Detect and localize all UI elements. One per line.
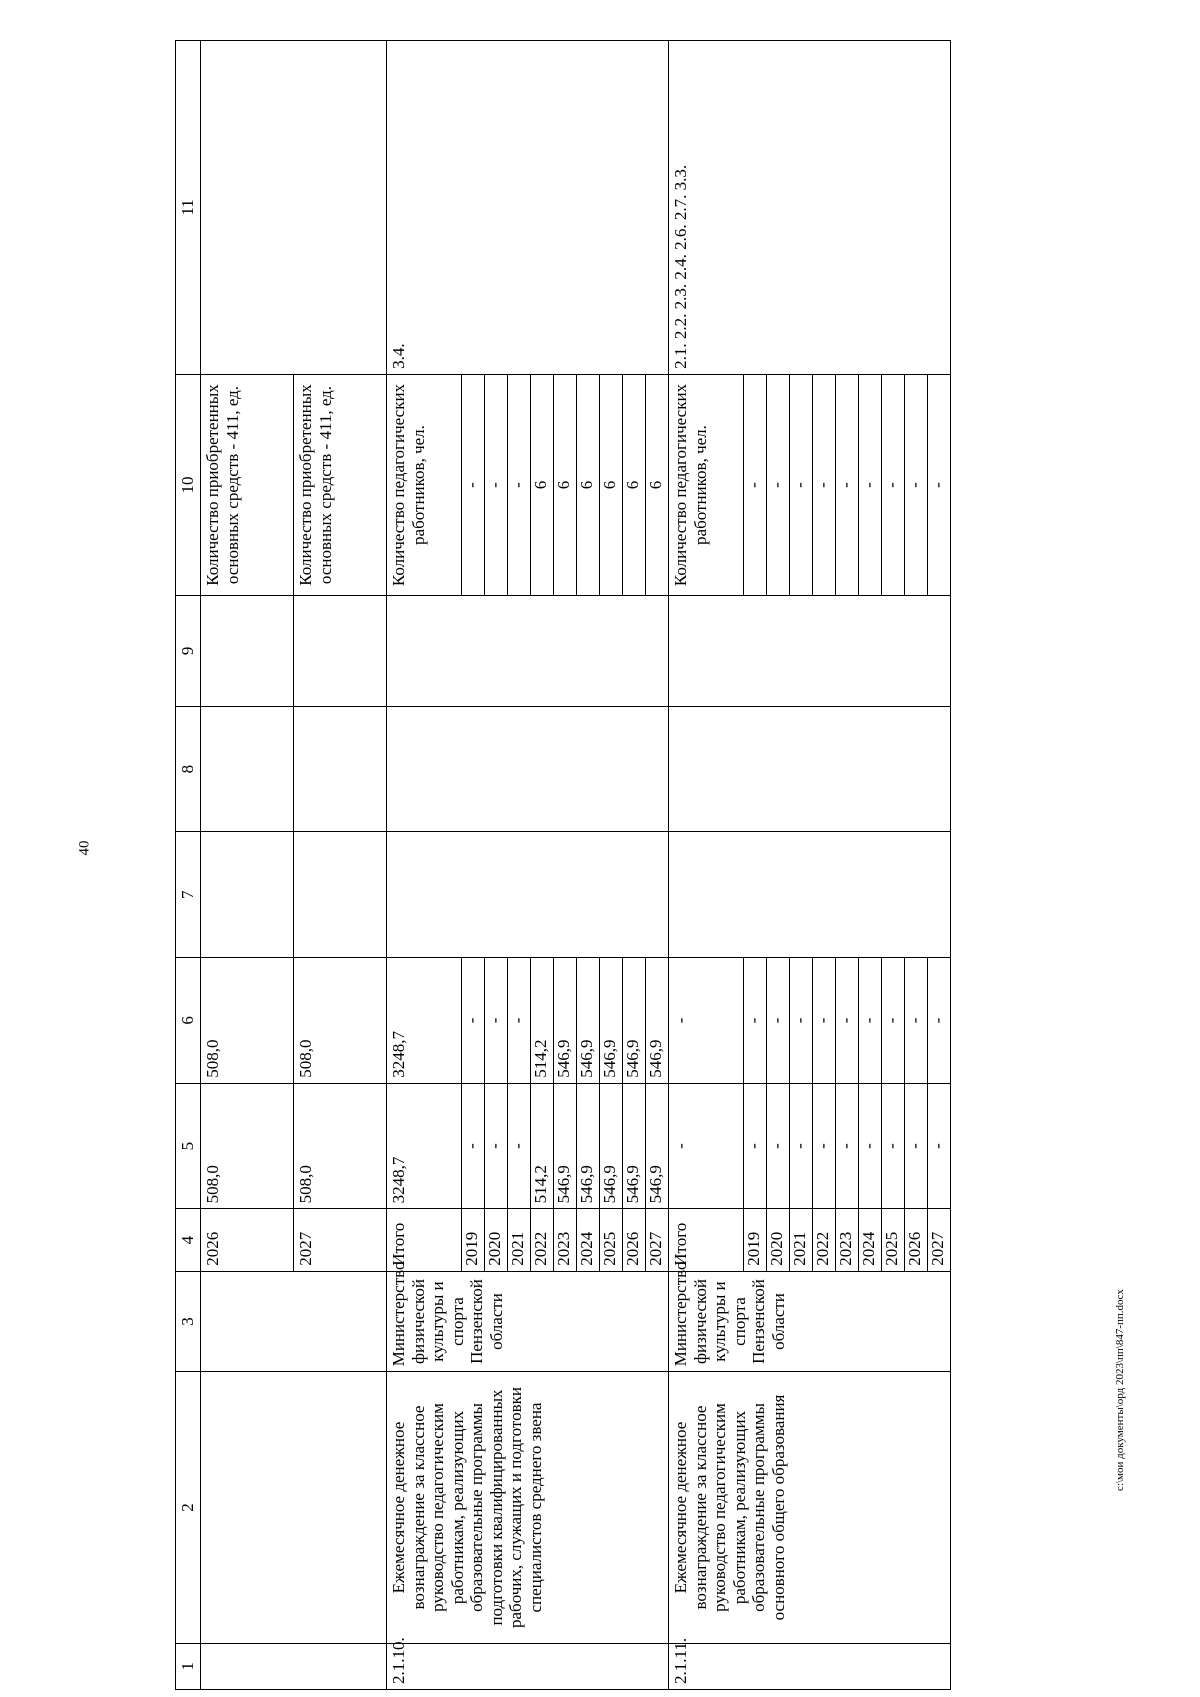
cell-v9 <box>294 596 387 707</box>
cell-v9 <box>669 596 951 707</box>
table-row <box>387 41 462 1690</box>
cell-v5: - <box>485 1083 508 1209</box>
table-row <box>669 41 744 1690</box>
cell-num: 2.1.10. <box>387 1643 669 1689</box>
cell-v6: - <box>882 958 905 1084</box>
cell-v5: - <box>790 1083 813 1209</box>
cell-year: 2027 <box>928 1209 951 1271</box>
cell-indicator: 6 <box>577 374 600 595</box>
col-header-5: 5 <box>176 1083 201 1209</box>
cell-exec: Министерство физической культуры и спорта Пензенской области <box>669 1271 951 1372</box>
cell-year: 2019 <box>744 1209 767 1271</box>
cell-v6: 546,9 <box>623 958 646 1084</box>
cell-v5: 514,2 <box>531 1083 554 1209</box>
cell-v6: - <box>928 958 951 1084</box>
cell-indicator: Количество педагогических работников, чел. <box>387 374 462 595</box>
cell-v6: 546,9 <box>646 958 669 1084</box>
cell-v8 <box>201 706 294 832</box>
cell-indicator: - <box>744 374 767 595</box>
cell-year: 2024 <box>859 1209 882 1271</box>
cell-indicator: 6 <box>531 374 554 595</box>
cell-exec: Министерство физической культуры и спорта Пензенской области <box>387 1271 669 1372</box>
cell-year-total: Итого <box>669 1209 744 1271</box>
footer-file-path: c:\мои документы\орд 2023\пп\847-пп.docx <box>1114 1289 1126 1491</box>
col-header-9: 9 <box>176 596 201 707</box>
cell-indicator: Количество приобретенных основных средств - 411, ед. <box>201 374 294 595</box>
cell-year: 2027 <box>294 1209 387 1271</box>
cell-name <box>201 1372 387 1643</box>
cell-v6: - <box>744 958 767 1084</box>
cell-v7 <box>387 832 669 958</box>
cell-name: Ежемесячное денежное вознаграждение за классное руководство педагогическим работникам, реализующих образовательные программы подготовки квалифицированных рабочих, служащих и подготовки специалистов среднего звена <box>387 1372 669 1643</box>
cell-v7 <box>669 832 951 958</box>
cell-indicator: 6 <box>646 374 669 595</box>
cell-v9 <box>387 596 669 707</box>
table-row <box>201 41 294 1690</box>
cell-v6: 508,0 <box>201 958 294 1084</box>
cell-v6: - <box>905 958 928 1084</box>
cell-v5: - <box>905 1083 928 1209</box>
cell-year: 2023 <box>836 1209 859 1271</box>
page-number: 40 <box>76 840 93 856</box>
cell-indicator: - <box>508 374 531 595</box>
cell-v6: - <box>767 958 790 1084</box>
cell-name: Ежемесячное денежное вознаграждение за классное руководство педагогическим работникам, реализующих образовательные программы основного общего образования <box>669 1372 951 1643</box>
cell-v7 <box>201 832 294 958</box>
col-header-4: 4 <box>176 1209 201 1271</box>
cell-indicator: Количество педагогических работников, чел. <box>669 374 744 595</box>
col-header-6: 6 <box>176 958 201 1084</box>
cell-v5: - <box>508 1083 531 1209</box>
cell-v6: - <box>485 958 508 1084</box>
cell-v8 <box>294 706 387 832</box>
cell-v5: - <box>928 1083 951 1209</box>
cell-v6: - <box>462 958 485 1084</box>
cell-year-total: Итого <box>387 1209 462 1271</box>
cell-indicator: - <box>882 374 905 595</box>
cell-v6: - <box>669 958 744 1084</box>
cell-year: 2023 <box>554 1209 577 1271</box>
cell-ref: 3.4. <box>387 41 669 375</box>
cell-v5: 3248,7 <box>387 1083 462 1209</box>
cell-v6: - <box>508 958 531 1084</box>
cell-v6: - <box>790 958 813 1084</box>
col-header-8: 8 <box>176 706 201 832</box>
cell-v5: - <box>767 1083 790 1209</box>
cell-indicator: - <box>790 374 813 595</box>
col-header-10: 10 <box>176 374 201 595</box>
cell-v5: - <box>462 1083 485 1209</box>
cell-v6: - <box>836 958 859 1084</box>
cell-v5: - <box>859 1083 882 1209</box>
col-header-1: 1 <box>176 1643 201 1689</box>
cell-ref: 2.1. 2.2. 2.3. 2.4. 2.6. 2.7. 3.3. <box>669 41 951 375</box>
col-header-11: 11 <box>176 41 201 375</box>
cell-year: 2026 <box>623 1209 646 1271</box>
cell-v5: 546,9 <box>577 1083 600 1209</box>
cell-year: 2021 <box>508 1209 531 1271</box>
cell-num: 2.1.11. <box>669 1643 951 1689</box>
cell-v5: - <box>813 1083 836 1209</box>
cell-year: 2025 <box>882 1209 905 1271</box>
cell-indicator: - <box>928 374 951 595</box>
cell-year: 2022 <box>531 1209 554 1271</box>
cell-v5: - <box>882 1083 905 1209</box>
cell-year: 2019 <box>462 1209 485 1271</box>
cell-v8 <box>387 706 669 832</box>
cell-indicator: - <box>813 374 836 595</box>
cell-indicator: - <box>485 374 508 595</box>
cell-v6: - <box>859 958 882 1084</box>
col-header-2: 2 <box>176 1372 201 1643</box>
cell-indicator: - <box>767 374 790 595</box>
cell-indicator: - <box>836 374 859 595</box>
cell-v5: - <box>744 1083 767 1209</box>
cell-indicator: 6 <box>554 374 577 595</box>
cell-v5: 546,9 <box>646 1083 669 1209</box>
cell-year: 2027 <box>646 1209 669 1271</box>
cell-v5: 546,9 <box>623 1083 646 1209</box>
cell-year: 2026 <box>905 1209 928 1271</box>
cell-v5: - <box>836 1083 859 1209</box>
cell-indicator: 6 <box>600 374 623 595</box>
cell-year: 2026 <box>201 1209 294 1271</box>
cell-year: 2022 <box>813 1209 836 1271</box>
cell-v5: 508,0 <box>294 1083 387 1209</box>
cell-v6: 514,2 <box>531 958 554 1084</box>
cell-ref <box>201 41 387 375</box>
cell-year: 2024 <box>577 1209 600 1271</box>
cell-v6: 546,9 <box>600 958 623 1084</box>
cell-year: 2021 <box>790 1209 813 1271</box>
program-table <box>175 40 951 1690</box>
cell-indicator: - <box>859 374 882 595</box>
cell-v6: - <box>813 958 836 1084</box>
cell-v8 <box>669 706 951 832</box>
cell-v7 <box>294 832 387 958</box>
cell-v5: 508,0 <box>201 1083 294 1209</box>
cell-v9 <box>201 596 294 707</box>
cell-indicator: - <box>462 374 485 595</box>
cell-indicator: Количество приобретенных основных средств - 411, ед. <box>294 374 387 595</box>
cell-v5: 546,9 <box>600 1083 623 1209</box>
header-row <box>176 41 201 1690</box>
cell-num <box>201 1643 387 1689</box>
cell-indicator: 6 <box>623 374 646 595</box>
col-header-7: 7 <box>176 832 201 958</box>
col-header-3: 3 <box>176 1271 201 1372</box>
cell-year: 2020 <box>485 1209 508 1271</box>
cell-v5: 546,9 <box>554 1083 577 1209</box>
cell-v6: 3248,7 <box>387 958 462 1084</box>
cell-v6: 508,0 <box>294 958 387 1084</box>
cell-exec <box>201 1271 387 1372</box>
cell-indicator: - <box>905 374 928 595</box>
cell-year: 2020 <box>767 1209 790 1271</box>
cell-v5: - <box>669 1083 744 1209</box>
cell-v6: 546,9 <box>554 958 577 1084</box>
cell-v6: 546,9 <box>577 958 600 1084</box>
cell-year: 2025 <box>600 1209 623 1271</box>
